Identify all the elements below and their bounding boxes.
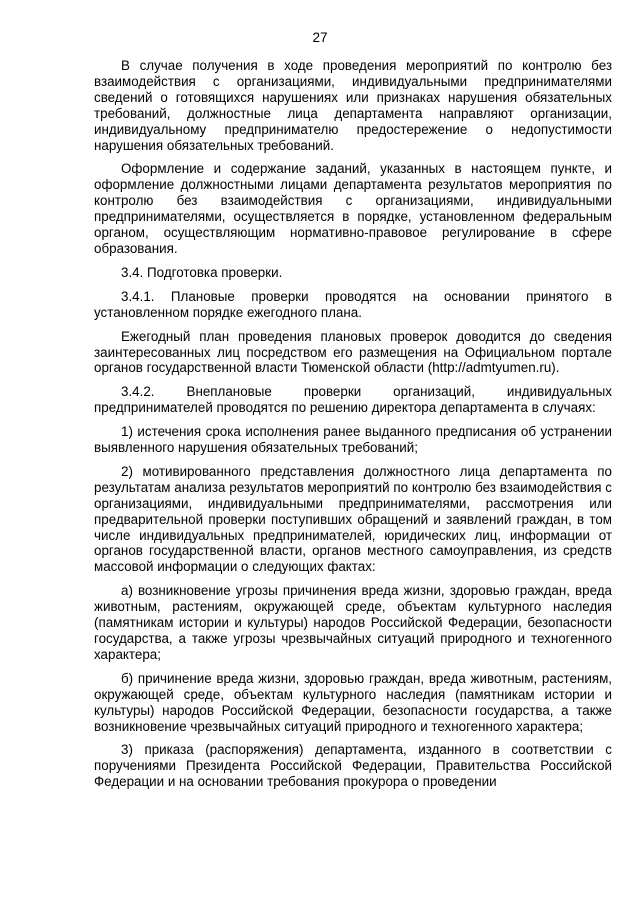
paragraph-3-4-1: 3.4.1. Плановые проверки проводятся на основании принятого в установленном порядке ежегодного плана.: [94, 288, 612, 320]
paragraph-annual-plan: Ежегодный план проведения плановых проверок доводится до сведения заинтересованных лиц посредством его размещения на Официальном портале органов государственной власти Тюменской области (http://admtyumen.ru).: [94, 328, 612, 376]
page-number: 27: [312, 30, 328, 45]
paragraph-3-4-2: 3.4.2. Внеплановые проверки организаций, индивидуальных предпринимателей проводятся по решению директора департамента в случаях:: [94, 384, 612, 416]
section-heading-3-4: 3.4. Подготовка проверки.: [121, 264, 283, 280]
paragraph-task-formatting: Оформление и содержание заданий, указанных в настоящем пункте, и оформление должностными лицами департамента результатов мероприятия по контролю без взаимодействия с организациями, индивидуальными предпринимателями, осуществляется в порядке, установленном федеральным органом, осуществляющим нормативно-правовое регулирование в сфере образования.: [94, 161, 612, 256]
list-item-2: 2) мотивированного представления должностного лица департамента по результатам анализа результатов мероприятий по контролю без взаимодействия с организациями, индивидуальными предпринимателями, рассмотрения или предварительной проверки поступивших обращений и заявлений граждан, в том числе индивидуальных предпринимателей, юридических лиц, информации от органов государственной власти, органов местного самоуправления, из средств массовой информации о следующих фактах:: [94, 463, 612, 575]
document-body: [94, 58, 612, 798]
list-item-1: 1) истечения срока исполнения ранее выданного предписания об устранении выявленного нарушения обязательных требований;: [94, 424, 612, 456]
list-item-3: 3) приказа (распоряжения) департамента, изданного в соответствии с поручениями Президента Российской Федерации, Правительства Российской Федерации и на основании требования прокурора о проведении: [94, 742, 612, 790]
paragraph-preventive-warning: В случае получения в ходе проведения мероприятий по контролю без взаимодействия с организациями, индивидуальными предпринимателями сведений о готовящихся нарушениях или признаках нарушения обязательных требований, должностные лица департамента направляют организации, индивидуальному предпринимателю предостережение о недопустимости нарушения обязательных требований.: [94, 58, 612, 153]
list-item-2b: б) причинение вреда жизни, здоровью граждан, вреда животным, растениям, окружающей среде, объектам культурного наследия (памятникам истории и культуры) народов Российской Федерации, безопасности государства, а также возникновение чрезвычайных ситуаций природного и техногенного характера;: [94, 670, 612, 734]
list-item-2a: а) возникновение угрозы причинения вреда жизни, здоровью граждан, вреда животным, растениям, окружающей среде, объектам культурного наследия (памятникам истории и культуры) народов Российской Федерации, безопасности государства, а также угрозы чрезвычайных ситуаций природного и техногенного характера;: [94, 583, 612, 662]
